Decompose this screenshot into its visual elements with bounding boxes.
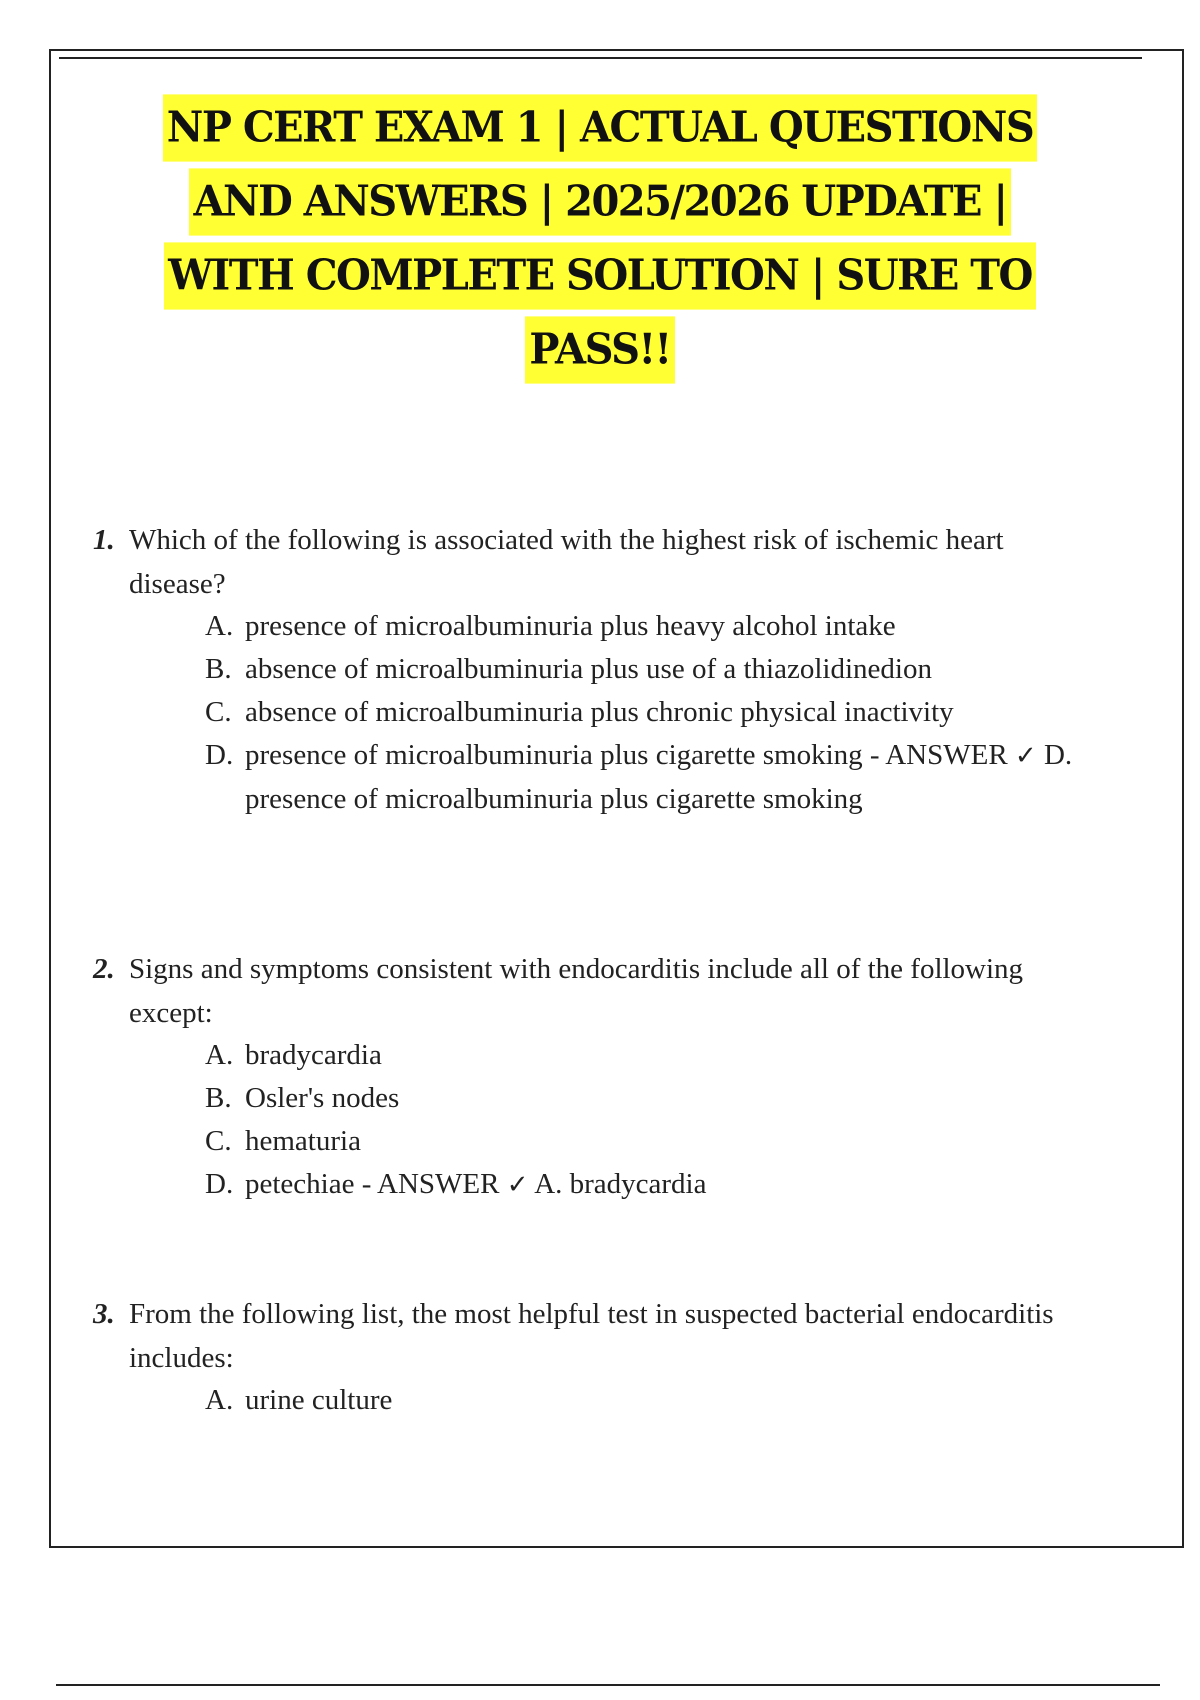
question-text: Which of the following is associated with the highest risk of ischemic heart disease? xyxy=(129,524,1004,600)
title-line: AND ANSWERS | 2025/2026 UPDATE | xyxy=(0,170,1200,244)
question-text: Signs and symptoms consistent with endocarditis include all of the following except: xyxy=(129,953,1024,1029)
title-line: WITH COMPLETE SOLUTION | SURE TO xyxy=(0,244,1200,318)
question-number: 3. xyxy=(93,1298,115,1330)
checkmark-icon: ✓ xyxy=(1014,741,1037,771)
answer-text: A. bradycardia xyxy=(534,1168,707,1200)
option-list xyxy=(205,1034,1085,1207)
option-b: B. absence of microalbuminuria plus use of a thiazolidinedion xyxy=(205,653,932,685)
document-title xyxy=(0,96,1200,392)
option-b: B. Osler's nodes xyxy=(205,1082,400,1114)
option-d: D. presence of microalbuminuria plus cigarette smoking - ANSWER ✓ D. presence of microalbuminuria plus cigarette smoking xyxy=(205,739,1073,815)
top-rule xyxy=(59,57,1142,59)
option-a: A. presence of microalbuminuria plus heavy alcohol intake xyxy=(205,610,896,642)
option-list xyxy=(205,1379,1085,1422)
title-line: PASS!! xyxy=(0,318,1200,392)
option-a: A. bradycardia xyxy=(205,1039,382,1071)
option-d: D. petechiae - ANSWER ✓ A. bradycardia xyxy=(205,1168,707,1200)
question-number: 2. xyxy=(93,953,115,985)
option-list xyxy=(205,605,1085,821)
option-c: C. absence of microalbuminuria plus chronic physical inactivity xyxy=(205,696,954,728)
bottom-rule xyxy=(56,1684,1160,1686)
option-a: A. urine culture xyxy=(205,1384,393,1416)
answer-text: D. presence of microalbuminuria plus cigarette smoking xyxy=(245,739,1073,815)
question-text: From the following list, the most helpful test in suspected bacterial endocarditis includes: xyxy=(129,1298,1054,1374)
question-number: 1. xyxy=(93,524,115,556)
checkmark-icon: ✓ xyxy=(506,1170,529,1200)
option-c: C. hematuria xyxy=(205,1125,361,1157)
title-line: NP CERT EXAM 1 | ACTUAL QUESTIONS xyxy=(0,96,1200,170)
